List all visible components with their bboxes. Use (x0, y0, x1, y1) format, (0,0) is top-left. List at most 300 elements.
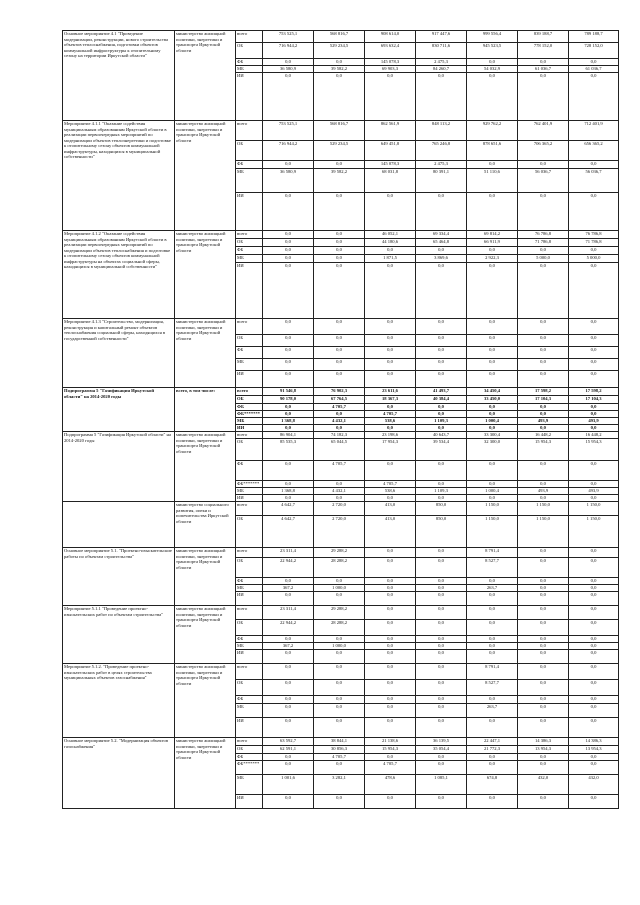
amount-cell: 367,2 (263, 585, 314, 592)
amount-cell: 0,0 (467, 761, 518, 775)
amount-cell: 568 816,7 (314, 121, 365, 141)
amount-cell: 23 198,6 (365, 432, 416, 439)
measure-name: Основное мероприятие 5.1. "Проектно-изыскательские работы по объектам строительства" (63, 548, 175, 606)
amount-cell: 13 954,3 (518, 746, 569, 754)
amount-cell: 0,0 (263, 425, 314, 432)
amount-cell: 0,0 (416, 643, 467, 650)
amount-cell: 0,0 (569, 664, 619, 680)
amount-cell: 0,0 (416, 620, 467, 636)
amount-cell: 65 044,5 (314, 439, 365, 461)
amount-cell: 765 246,8 (416, 141, 467, 161)
amount-cell: 0,0 (416, 193, 467, 231)
amount-cell: 39 582,2 (314, 66, 365, 73)
amount-cell: 0,0 (314, 680, 365, 696)
amount-cell: 0,0 (467, 620, 518, 636)
amount-cell: 0,0 (263, 680, 314, 696)
amount-cell: 0,0 (365, 461, 416, 481)
amount-cell: 1 871,5 (365, 255, 416, 263)
amount-cell: 0,0 (365, 704, 416, 718)
amount-cell: 0,0 (365, 548, 416, 558)
amount-cell: 367,2 (263, 643, 314, 650)
amount-cell: 0,0 (314, 704, 365, 718)
amount-cell: 0,0 (467, 73, 518, 121)
measure-name: Мероприятие 4.1.3 "Строительство, модернизация, реконструкция и капитальный ремонт объектов теплоснабжения социальной сферы, находящихся в государственной собственности" (63, 319, 175, 388)
amount-cell: 0,0 (365, 585, 416, 592)
amount-cell: 63 592,7 (263, 738, 314, 746)
amount-cell: 0,0 (467, 636, 518, 643)
funding-source: всего (236, 664, 263, 680)
amount-cell: 0,0 (467, 650, 518, 664)
amount-cell: 0,0 (416, 425, 467, 432)
amount-cell: 76 786,8 (569, 231, 619, 239)
amount-cell: 2 720,0 (314, 516, 365, 548)
amount-cell: 0,0 (365, 650, 416, 664)
amount-cell: 0,0 (365, 664, 416, 680)
amount-cell: 529 234,5 (314, 43, 365, 59)
amount-cell: 0,0 (518, 59, 569, 66)
amount-cell: 0,0 (263, 592, 314, 606)
amount-cell: 0,0 (569, 495, 619, 502)
amount-cell: 0,0 (518, 620, 569, 636)
amount-cell: 0,0 (314, 636, 365, 643)
amount-cell: 69 814,2 (467, 231, 518, 239)
amount-cell: 0,0 (365, 319, 416, 335)
amount-cell: 0,0 (263, 239, 314, 247)
amount-cell: 1 109,3 (416, 488, 467, 495)
amount-cell: 263,7 (467, 704, 518, 718)
amount-cell: 1 150,0 (467, 516, 518, 548)
funding-source: всего (236, 319, 263, 335)
amount-cell: 91 546,8 (263, 388, 314, 396)
funding-source: ИИ (236, 495, 263, 502)
amount-cell: 0,0 (416, 696, 467, 704)
amount-cell: 917 447,6 (416, 31, 467, 43)
executor-name: министерство жилищной политики, энергетики и транспорта Иркутской области (175, 606, 236, 664)
amount-cell: 0,0 (365, 495, 416, 502)
table-row (63, 548, 619, 558)
amount-cell: 66 911,9 (467, 239, 518, 247)
amount-cell: 0,0 (569, 606, 619, 620)
amount-cell: 0,0 (518, 718, 569, 738)
amount-cell: 850,0 (416, 516, 467, 548)
amount-cell: 0,0 (416, 592, 467, 606)
amount-cell: 0,0 (569, 247, 619, 255)
funding-source: ИИ (236, 592, 263, 606)
measure-name: Основное мероприятие 4.1 "Проведение модернизации, реконструкции, нового строительства объектов теплоснабжения, подготовки объектов коммунальной инфраструктуры к отопительному сезону на территории Иркутской области" (63, 31, 175, 121)
amount-cell: 5 000,0 (518, 255, 569, 263)
funding-source: ФБ (236, 461, 263, 481)
funding-source: всего (236, 121, 263, 141)
amount-cell: 0,0 (365, 620, 416, 636)
amount-cell: 21 772,3 (467, 746, 518, 754)
amount-cell: 0,0 (518, 558, 569, 578)
amount-cell: 28 288,2 (314, 558, 365, 578)
table-row (63, 319, 619, 335)
amount-cell: 0,0 (518, 263, 569, 319)
amount-cell: 999 556,4 (467, 31, 518, 43)
amount-cell: 44 180,6 (365, 239, 416, 247)
amount-cell: 17 598,2 (569, 388, 619, 396)
amount-cell: 0,0 (518, 247, 569, 255)
amount-cell: 2 475,3 (416, 161, 467, 169)
amount-cell: 62 591,1 (263, 746, 314, 754)
amount-cell: 529 234,5 (314, 141, 365, 161)
amount-cell: 69 334,4 (416, 231, 467, 239)
amount-cell: 0,0 (518, 795, 569, 809)
amount-cell: 1 368,8 (263, 418, 314, 425)
amount-cell: 0,0 (467, 425, 518, 432)
amount-cell: 0,0 (416, 347, 467, 359)
amount-cell: 0,0 (518, 495, 569, 502)
amount-cell: 0,0 (416, 795, 467, 809)
amount-cell: 0,0 (416, 411, 467, 418)
amount-cell: 30 856,3 (314, 746, 365, 754)
amount-cell: 0,0 (314, 592, 365, 606)
amount-cell: 0,0 (467, 718, 518, 738)
budget-table (62, 30, 619, 809)
amount-cell: 0,0 (416, 664, 467, 680)
amount-cell: 23 311,4 (263, 548, 314, 558)
amount-cell: 8 791,4 (467, 664, 518, 680)
amount-cell: 0,0 (263, 255, 314, 263)
amount-cell: 0,0 (314, 371, 365, 388)
funding-source: МБ (236, 255, 263, 263)
funding-source: ФБ (236, 696, 263, 704)
amount-cell: 16 448,2 (569, 432, 619, 439)
amount-cell: 0,0 (314, 761, 365, 775)
amount-cell: 0,0 (416, 263, 467, 319)
amount-cell: 478,6 (365, 775, 416, 795)
amount-cell: 0,0 (569, 335, 619, 347)
amount-cell: 0,0 (416, 754, 467, 761)
amount-cell: 0,0 (314, 795, 365, 809)
amount-cell: 0,0 (314, 718, 365, 738)
amount-cell: 4 705,7 (314, 754, 365, 761)
funding-source: ОБ (236, 516, 263, 548)
amount-cell: 8 527,7 (467, 558, 518, 578)
funding-source: всего (236, 388, 263, 396)
funding-source: ФБ (236, 161, 263, 169)
amount-cell: 145 078,3 (365, 161, 416, 169)
amount-cell: 493,9 (569, 418, 619, 425)
amount-cell: 0,0 (569, 319, 619, 335)
measure-name: Основное мероприятие 5.2. "Модернизация объектов газоснабжения" (63, 738, 175, 809)
amount-cell: 0,0 (467, 404, 518, 411)
table-row (63, 432, 619, 439)
amount-cell: 0,0 (263, 247, 314, 255)
amount-cell: 0,0 (365, 696, 416, 704)
amount-cell: 68 031,8 (365, 169, 416, 193)
amount-cell: 0,0 (518, 319, 569, 335)
amount-cell: 84 260,7 (416, 66, 467, 73)
amount-cell: 0,0 (518, 754, 569, 761)
amount-cell: 14 386,3 (569, 738, 619, 746)
amount-cell: 0,0 (263, 404, 314, 411)
amount-cell: 0,0 (314, 73, 365, 121)
amount-cell: 493,9 (569, 488, 619, 495)
amount-cell: 0,0 (365, 263, 416, 319)
amount-cell: 0,0 (569, 548, 619, 558)
funding-source: ОБ (236, 558, 263, 578)
amount-cell: 850,0 (416, 502, 467, 516)
amount-cell: 862 561,9 (365, 121, 416, 141)
amount-cell: 74 182,3 (314, 432, 365, 439)
amount-cell: 0,0 (314, 161, 365, 169)
amount-cell: 830 711,6 (416, 43, 467, 59)
amount-cell: 0,0 (518, 643, 569, 650)
executor-name: министерство жилищной политики, энергетики и транспорта Иркутской области (175, 548, 236, 606)
amount-cell: 0,0 (569, 558, 619, 578)
amount-cell: 0,0 (569, 636, 619, 643)
amount-cell: 0,0 (314, 263, 365, 319)
funding-source: ФБ (236, 636, 263, 643)
amount-cell: 90 178,0 (263, 396, 314, 404)
amount-cell: 0,0 (569, 193, 619, 231)
amount-cell: 0,0 (518, 664, 569, 680)
amount-cell: 46 052,1 (365, 231, 416, 239)
amount-cell: 4 642,7 (263, 516, 314, 548)
amount-cell: 15 954,3 (518, 439, 569, 461)
funding-source: МБ (236, 704, 263, 718)
executor-name: министерство жилищной политики, энергетики и транспорта Иркутской области (175, 664, 236, 738)
amount-cell: 1 368,8 (263, 488, 314, 495)
amount-cell: 0,0 (416, 680, 467, 696)
amount-cell: 656 365,2 (569, 141, 619, 161)
amount-cell: 0,0 (518, 606, 569, 620)
amount-cell: 0,0 (467, 263, 518, 319)
amount-cell: 0,0 (518, 193, 569, 231)
amount-cell: 15 954,3 (365, 746, 416, 754)
amount-cell: 41 493,7 (416, 388, 467, 396)
amount-cell: 0,0 (365, 193, 416, 231)
amount-cell: 0,0 (263, 161, 314, 169)
amount-cell: 16 448,2 (518, 432, 569, 439)
funding-source: ИИ (236, 718, 263, 738)
amount-cell: 908 614,0 (365, 31, 416, 43)
amount-cell: 0,0 (467, 754, 518, 761)
amount-cell: 0,0 (518, 585, 569, 592)
amount-cell: 0,0 (263, 231, 314, 239)
amount-cell: 0,0 (569, 761, 619, 775)
amount-cell: 0,0 (365, 606, 416, 620)
amount-cell: 1 000,4 (467, 418, 518, 425)
measure-name-continued (63, 502, 175, 548)
amount-cell: 0,0 (569, 795, 619, 809)
funding-source: всего (236, 502, 263, 516)
amount-cell: 56 036,7 (569, 169, 619, 193)
amount-cell: 0,0 (314, 664, 365, 680)
amount-cell: 0,0 (569, 481, 619, 488)
amount-cell: 929 762,2 (467, 121, 518, 141)
amount-cell: 0,0 (569, 592, 619, 606)
amount-cell: 0,0 (569, 696, 619, 704)
amount-cell: 0,0 (467, 161, 518, 169)
amount-cell: 0,0 (518, 411, 569, 418)
amount-cell: 36 139,5 (416, 738, 467, 746)
amount-cell: 0,0 (365, 425, 416, 432)
funding-source: ОБ (236, 680, 263, 696)
amount-cell: 22 944,2 (263, 620, 314, 636)
amount-cell: 2 720,0 (314, 502, 365, 516)
funding-source: МБ (236, 418, 263, 425)
amount-cell: 716 944,2 (263, 43, 314, 59)
amount-cell: 0,0 (518, 347, 569, 359)
amount-cell: 0,0 (314, 650, 365, 664)
amount-cell: 0,0 (314, 347, 365, 359)
amount-cell: 0,0 (416, 319, 467, 335)
amount-cell: 0,0 (314, 696, 365, 704)
amount-cell: 0,0 (467, 319, 518, 335)
amount-cell: 538,6 (365, 418, 416, 425)
amount-cell: 2 922,3 (467, 255, 518, 263)
funding-source: ФБ (236, 754, 263, 761)
amount-cell: 0,0 (263, 359, 314, 371)
amount-cell: 0,0 (518, 548, 569, 558)
funding-source: ИИ (236, 425, 263, 432)
amount-cell: 0,0 (518, 404, 569, 411)
funding-source: ФБ******* (236, 411, 263, 418)
funding-source: МБ (236, 643, 263, 650)
amount-cell: 0,0 (314, 193, 365, 231)
amount-cell: 4 705,7 (314, 404, 365, 411)
funding-source: всего (236, 432, 263, 439)
amount-cell: 1 150,0 (518, 516, 569, 548)
amount-cell: 0,0 (416, 585, 467, 592)
amount-cell: 0,0 (518, 696, 569, 704)
amount-cell: 0,0 (569, 347, 619, 359)
table-row (63, 606, 619, 620)
amount-cell: 3 282,1 (314, 775, 365, 795)
amount-cell: 716 944,2 (263, 141, 314, 161)
amount-cell: 0,0 (416, 704, 467, 718)
amount-cell: 4 642,7 (263, 502, 314, 516)
amount-cell: 1 150,0 (467, 502, 518, 516)
amount-cell: 0,0 (263, 73, 314, 121)
amount-cell: 0,0 (569, 585, 619, 592)
amount-cell: 0,0 (365, 592, 416, 606)
funding-source: ИИ (236, 650, 263, 664)
amount-cell: 0,0 (263, 319, 314, 335)
amount-cell: 0,0 (416, 335, 467, 347)
funding-source: ОБ (236, 141, 263, 161)
amount-cell: 21 138,6 (365, 738, 416, 746)
funding-source: ОБ (236, 439, 263, 461)
amount-cell: 0,0 (467, 592, 518, 606)
amount-cell: 0,0 (263, 795, 314, 809)
funding-source: ФБ (236, 247, 263, 255)
executor-name: министерство жилищной политики, энергетики и транспорта Иркутской области (175, 31, 236, 121)
amount-cell: 0,0 (416, 650, 467, 664)
amount-cell: 0,0 (263, 650, 314, 664)
amount-cell: 0,0 (365, 795, 416, 809)
amount-cell: 493,9 (518, 488, 569, 495)
amount-cell: 15 954,3 (569, 439, 619, 461)
funding-source: ОБ (236, 620, 263, 636)
amount-cell: 413,0 (365, 502, 416, 516)
amount-cell: 56 036,7 (518, 169, 569, 193)
amount-cell: 0,0 (467, 643, 518, 650)
amount-cell: 0,0 (518, 371, 569, 388)
amount-cell: 0,0 (365, 643, 416, 650)
amount-cell: 0,0 (365, 404, 416, 411)
amount-cell: 0,0 (467, 359, 518, 371)
amount-cell: 0,0 (416, 404, 467, 411)
amount-cell: 0,0 (416, 495, 467, 502)
table-row (63, 231, 619, 239)
executor-name: министерство жилищной политики, энергетики и транспорта Иркутской области (175, 121, 236, 231)
amount-cell: 0,0 (518, 704, 569, 718)
amount-cell: 0,0 (365, 754, 416, 761)
amount-cell: 0,0 (416, 636, 467, 643)
amount-cell: 432,0 (569, 775, 619, 795)
amount-cell: 1 000,4 (467, 488, 518, 495)
amount-cell: 0,0 (569, 643, 619, 650)
amount-cell: 762 401,9 (518, 121, 569, 141)
amount-cell: 28 288,2 (314, 620, 365, 636)
funding-source: МБ (236, 775, 263, 795)
amount-cell: 0,0 (314, 247, 365, 255)
amount-cell: 878 651,6 (467, 141, 518, 161)
table-row (63, 664, 619, 680)
amount-cell: 1 150,0 (569, 516, 619, 548)
amount-cell: 568 816,7 (314, 31, 365, 43)
amount-cell: 0,0 (416, 578, 467, 585)
amount-cell: 0,0 (467, 193, 518, 231)
amount-cell: 0,0 (467, 461, 518, 481)
amount-cell: 80 391,1 (416, 169, 467, 193)
amount-cell: 71 786,8 (518, 239, 569, 247)
amount-cell: 0,0 (569, 620, 619, 636)
amount-cell: 538,6 (365, 488, 416, 495)
funding-source: МБ (236, 488, 263, 495)
amount-cell: 0,0 (518, 578, 569, 585)
amount-cell: 0,0 (467, 481, 518, 488)
amount-cell: 0,0 (569, 754, 619, 761)
measure-name: Подпрограмма 5 "Газификация Иркутской области" на 2014-2020 годы (63, 432, 175, 502)
executor-name: всего, в том числе: (175, 388, 236, 432)
amount-cell: 0,0 (365, 371, 416, 388)
amount-cell: 17 104,3 (569, 396, 619, 404)
amount-cell: 493,9 (518, 418, 569, 425)
amount-cell: 0,0 (314, 411, 365, 418)
amount-cell: 728 152,0 (569, 43, 619, 59)
amount-cell: 0,0 (518, 481, 569, 488)
funding-source: всего (236, 231, 263, 239)
amount-cell: 39 534,4 (416, 439, 467, 461)
funding-source: ФБ (236, 347, 263, 359)
amount-cell: 34 450,4 (467, 388, 518, 396)
amount-cell: 0,0 (518, 425, 569, 432)
amount-cell: 0,0 (416, 359, 467, 371)
amount-cell: 0,0 (467, 411, 518, 418)
amount-cell: 432,0 (518, 775, 569, 795)
amount-cell: 4 705,7 (365, 761, 416, 775)
amount-cell: 69 903,3 (365, 66, 416, 73)
amount-cell: 0,0 (569, 73, 619, 121)
amount-cell: 65 464,8 (416, 239, 467, 247)
amount-cell: 0,0 (569, 650, 619, 664)
amount-cell: 0,0 (518, 650, 569, 664)
amount-cell: 778 152,0 (518, 43, 569, 59)
amount-cell: 0,0 (416, 761, 467, 775)
table-row (63, 502, 619, 516)
amount-cell: 1 150,0 (569, 502, 619, 516)
funding-source: всего (236, 738, 263, 746)
funding-source: ИИ (236, 371, 263, 388)
measure-name: Мероприятие 4.1.2 "Оказание содействия муниципальным образованиям Иркутской области в реализации первоочередных мероприятий по модернизации объектов теплоснабжения и подготовке к отопительному сезону объектов коммунальной инфраструктуры на объектах социальной сферы, находящихся в муниципальной собственности" (63, 231, 175, 319)
amount-cell: 22 447,1 (467, 738, 518, 746)
amount-cell: 76 902,3 (314, 388, 365, 396)
